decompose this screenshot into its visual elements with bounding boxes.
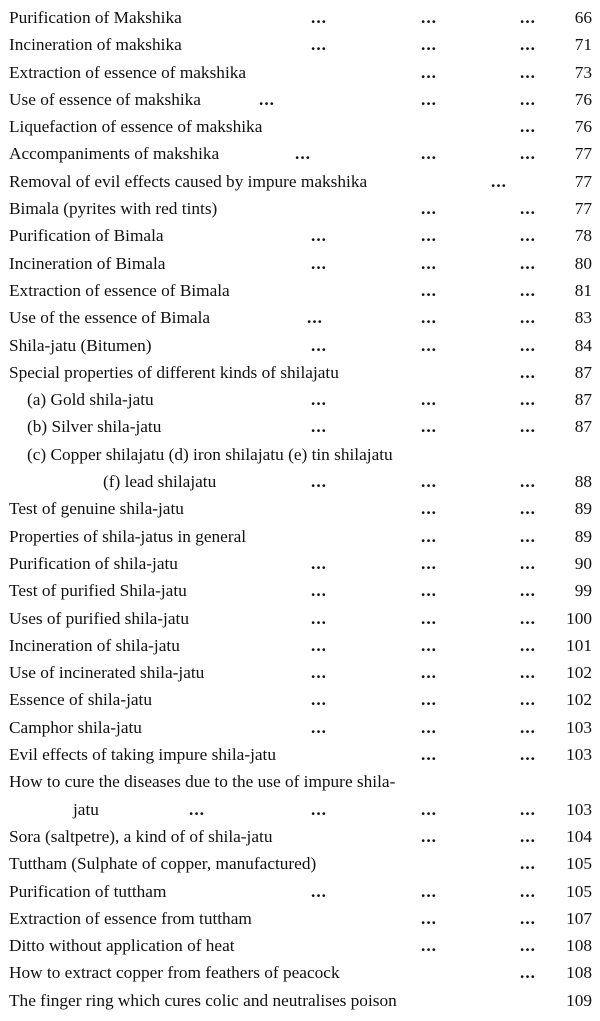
entry-page: 102 <box>566 663 592 683</box>
toc-entry <box>9 932 592 959</box>
leader-dots: ... <box>421 226 437 246</box>
toc-entry <box>9 714 592 741</box>
leader-dots: ... <box>311 635 327 655</box>
entry-title: Extraction of essence of Bimala <box>9 280 230 300</box>
leader-dots: ... <box>311 35 327 55</box>
entry-title: Extraction of essence of makshika <box>9 62 247 82</box>
leader-dots: ... <box>421 717 437 737</box>
leader-dots: ... <box>421 745 437 765</box>
entry-title: Bimala (pyrites with red tints) <box>9 199 218 219</box>
entry-title: Test of genuine shila-jatu <box>9 499 184 519</box>
leader-dots: ... <box>520 963 536 983</box>
entry-page: 100 <box>566 608 592 628</box>
leader-dots: ... <box>311 881 327 901</box>
toc-entry <box>9 823 592 850</box>
entry-title: Liquefaction of essence of makshika <box>9 117 263 137</box>
entry-page: 87 <box>574 362 592 382</box>
entry-title: Ditto without application of heat <box>9 936 235 956</box>
toc-entry <box>9 413 592 440</box>
leader-dots: ... <box>520 199 536 219</box>
leader-dots: ... <box>421 499 437 519</box>
leader-dots: ... <box>520 499 536 519</box>
toc-entry <box>9 250 592 277</box>
leader-dots: ... <box>421 472 437 492</box>
entry-title: Test of purified Shila-jatu <box>9 581 187 601</box>
leader-dots: ... <box>311 335 327 355</box>
entry-title: Use of the essence of Bimala <box>9 308 211 328</box>
entry-page: 103 <box>566 799 592 819</box>
entry-page: 103 <box>566 717 592 737</box>
entry-title: Evil effects of taking impure shila-jatu <box>9 745 276 765</box>
entry-title: (c) Copper shilajatu (d) iron shilajatu (e) tin shilajatu <box>27 444 393 464</box>
leader-dots: ... <box>421 335 437 355</box>
leader-dots: ... <box>311 8 327 27</box>
leader-dots: ... <box>520 799 536 819</box>
entry-page: 71 <box>574 35 592 55</box>
entry-title: Camphor shila-jatu <box>9 717 142 737</box>
toc-entry <box>9 987 592 1014</box>
entry-page: 73 <box>574 62 592 82</box>
leader-dots: ... <box>421 936 437 956</box>
leader-dots: ... <box>421 635 437 655</box>
toc-entry <box>9 332 592 359</box>
leader-dots: ... <box>311 472 327 492</box>
toc-entry <box>9 359 592 386</box>
leader-dots: ... <box>520 717 536 737</box>
entry-title: Incineration of makshika <box>9 35 182 55</box>
leader-dots: ... <box>311 226 327 246</box>
entry-page: 77 <box>574 199 592 219</box>
toc-entry <box>9 222 592 249</box>
entry-page: 87 <box>574 390 592 410</box>
toc-entry <box>9 31 592 58</box>
entry-page: 109 <box>566 990 592 1010</box>
toc-entry <box>9 605 592 632</box>
leader-dots: ... <box>520 8 536 27</box>
entry-title: Use of essence of makshika <box>9 89 201 109</box>
entry-page: 107 <box>566 908 592 928</box>
entry-page: 77 <box>574 144 592 164</box>
leader-dots: ... <box>421 253 437 273</box>
leader-dots: ... <box>520 89 536 109</box>
entry-page: 90 <box>574 553 592 573</box>
entry-page: 99 <box>574 581 592 601</box>
toc-entry <box>9 4 592 31</box>
leader-dots: ... <box>520 553 536 573</box>
entry-page: 105 <box>566 854 592 874</box>
entry-page: 76 <box>574 117 592 137</box>
entry-page: 84 <box>574 335 592 355</box>
entry-page: 108 <box>566 963 592 983</box>
entry-title: Sora (saltpetre), a kind of of shila-jatu <box>9 826 273 846</box>
toc-entry <box>9 850 592 877</box>
toc-entry <box>9 686 592 713</box>
leader-dots: ... <box>520 936 536 956</box>
entry-title: Purification of Makshika <box>9 8 182 27</box>
leader-dots: ... <box>307 308 323 328</box>
leader-dots: ... <box>520 745 536 765</box>
entry-title: (a) Gold shila-jatu <box>27 390 154 410</box>
entry-title: Removal of evil effects caused by impure makshika <box>9 171 368 191</box>
entry-title: How to extract copper from feathers of peacock <box>9 963 340 983</box>
toc-entry <box>9 59 592 86</box>
toc-entry <box>9 495 592 522</box>
leader-dots: ... <box>520 635 536 655</box>
entry-title: The finger ring which cures colic and neutralises poison <box>9 990 397 1010</box>
entry-title: Purification of shila-jatu <box>9 553 178 573</box>
entry-page: 78 <box>574 226 592 246</box>
toc-entry <box>9 741 592 768</box>
leader-dots: ... <box>520 663 536 683</box>
toc-entry <box>9 659 592 686</box>
toc-entry <box>9 113 592 140</box>
leader-dots: ... <box>421 526 437 546</box>
entry-title: Special properties of different kinds of shilajatu <box>9 362 339 382</box>
leader-dots: ... <box>421 280 437 300</box>
toc-entry <box>9 577 592 604</box>
entry-page: 103 <box>566 745 592 765</box>
leader-dots: ... <box>311 690 327 710</box>
entry-title: Purification of Bimala <box>9 226 164 246</box>
leader-dots: ... <box>421 690 437 710</box>
toc-entry <box>9 905 592 932</box>
entry-page: 102 <box>566 690 592 710</box>
leader-dots: ... <box>421 608 437 628</box>
leader-dots: ... <box>520 62 536 82</box>
leader-dots: ... <box>189 799 205 819</box>
entry-page: 89 <box>574 499 592 519</box>
leader-dots: ... <box>520 472 536 492</box>
leader-dots: ... <box>520 390 536 410</box>
entry-page: 108 <box>566 936 592 956</box>
table-of-contents <box>9 4 592 1014</box>
toc-entry <box>9 86 592 113</box>
toc-entry <box>9 768 592 823</box>
leader-dots: ... <box>520 526 536 546</box>
entry-title: Accompaniments of makshika <box>9 144 220 164</box>
toc-entry <box>9 632 592 659</box>
leader-dots: ... <box>520 581 536 601</box>
leader-dots: ... <box>259 89 275 109</box>
entry-page: 76 <box>574 89 592 109</box>
leader-dots: ... <box>421 8 437 27</box>
leader-dots: ... <box>520 608 536 628</box>
leader-dots: ... <box>520 417 536 437</box>
entry-page: 81 <box>574 280 592 300</box>
entry-title-continued: (f) lead shilajatu <box>103 472 217 492</box>
leader-dots: ... <box>295 144 311 164</box>
leader-dots: ... <box>520 826 536 846</box>
toc-entry <box>9 168 592 195</box>
leader-dots: ... <box>520 690 536 710</box>
leader-dots: ... <box>421 417 437 437</box>
leader-dots: ... <box>311 390 327 410</box>
leader-dots: ... <box>421 553 437 573</box>
entry-title: Incineration of shila-jatu <box>9 635 180 655</box>
toc-entry <box>9 386 592 413</box>
leader-dots: ... <box>421 62 437 82</box>
toc-entry <box>9 878 592 905</box>
entry-title: Uses of purified shila-jatu <box>9 608 189 628</box>
leader-dots: ... <box>311 799 327 819</box>
entry-page: 89 <box>574 526 592 546</box>
entry-title: Tuttham (Sulphate of copper, manufactured) <box>9 854 317 874</box>
leader-dots: ... <box>421 199 437 219</box>
leader-dots: ... <box>421 308 437 328</box>
entry-title: Purification of tuttham <box>9 881 167 901</box>
leader-dots: ... <box>311 553 327 573</box>
leader-dots: ... <box>520 226 536 246</box>
entry-title: Essence of shila-jatu <box>9 690 153 710</box>
entry-page: 83 <box>574 308 592 328</box>
entry-title: How to cure the diseases due to the use of impure shila- <box>9 772 396 792</box>
leader-dots: ... <box>311 581 327 601</box>
leader-dots: ... <box>491 171 507 191</box>
toc-entry <box>9 304 592 331</box>
leader-dots: ... <box>311 717 327 737</box>
leader-dots: ... <box>311 253 327 273</box>
entry-page: 77 <box>574 171 592 191</box>
toc-entry <box>9 959 592 986</box>
entry-page: 104 <box>566 826 592 846</box>
toc-entry <box>9 550 592 577</box>
leader-dots: ... <box>421 663 437 683</box>
leader-dots: ... <box>520 35 536 55</box>
entry-page: 66 <box>574 8 592 27</box>
leader-dots: ... <box>520 253 536 273</box>
entry-page: 88 <box>574 472 592 492</box>
leader-dots: ... <box>520 908 536 928</box>
leader-dots: ... <box>421 89 437 109</box>
leader-dots: ... <box>421 35 437 55</box>
entry-title-continued: jatu <box>73 799 99 819</box>
leader-dots: ... <box>311 663 327 683</box>
leader-dots: ... <box>520 117 536 137</box>
leader-dots: ... <box>421 390 437 410</box>
entry-title: Properties of shila-jatus in general <box>9 526 247 546</box>
entry-title: Use of incinerated shila-jatu <box>9 663 205 683</box>
leader-dots: ... <box>311 608 327 628</box>
entry-title: (b) Silver shila-jatu <box>27 417 162 437</box>
leader-dots: ... <box>520 881 536 901</box>
leader-dots: ... <box>520 144 536 164</box>
entry-page: 87 <box>574 417 592 437</box>
entry-page: 101 <box>566 635 592 655</box>
toc-entry <box>9 195 592 222</box>
leader-dots: ... <box>520 854 536 874</box>
entry-title: Incineration of Bimala <box>9 253 166 273</box>
leader-dots: ... <box>311 417 327 437</box>
leader-dots: ... <box>421 826 437 846</box>
entry-page: 80 <box>574 253 592 273</box>
entry-title: Extraction of essence from tuttham <box>9 908 252 928</box>
toc-entry <box>9 140 592 167</box>
leader-dots: ... <box>520 335 536 355</box>
leader-dots: ... <box>520 362 536 382</box>
toc-entry <box>9 277 592 304</box>
toc-entry <box>9 441 592 496</box>
leader-dots: ... <box>520 308 536 328</box>
entry-title: Shila-jatu (Bitumen) <box>9 335 152 355</box>
leader-dots: ... <box>421 581 437 601</box>
leader-dots: ... <box>520 280 536 300</box>
entry-page: 105 <box>566 881 592 901</box>
leader-dots: ... <box>421 881 437 901</box>
toc-entry <box>9 523 592 550</box>
leader-dots: ... <box>421 144 437 164</box>
leader-dots: ... <box>421 908 437 928</box>
leader-dots: ... <box>421 799 437 819</box>
